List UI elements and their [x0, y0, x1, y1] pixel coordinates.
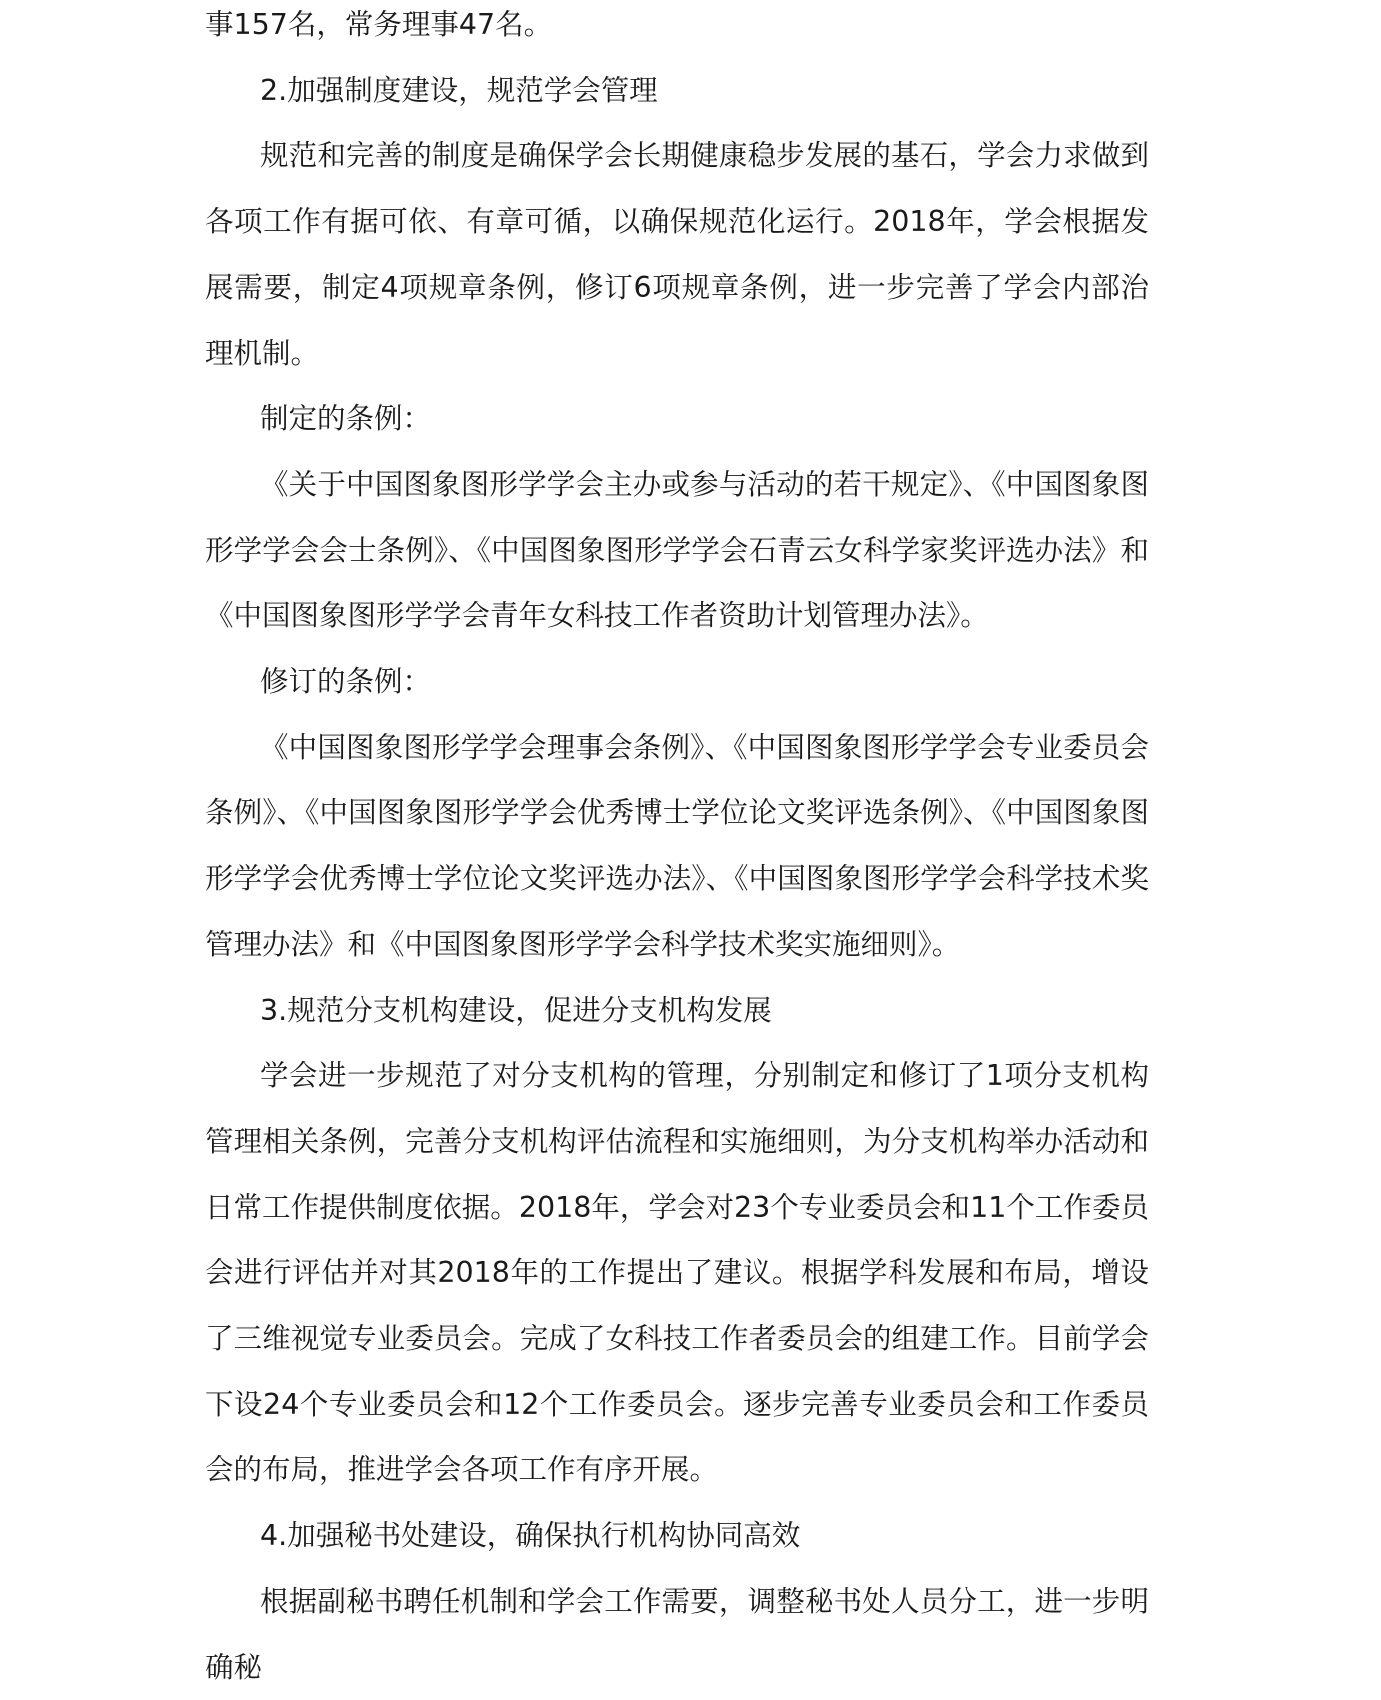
section-heading-4: 4.加强秘书处建设，确保执行机构协同高效: [260, 1519, 801, 1553]
paragraph-enacted-label: 制定的条例：: [260, 402, 432, 436]
paragraph-revised-label: 修订的条例：: [260, 665, 432, 699]
paragraph-enacted-list: 《关于中国图象图形学学会主办或参与活动的若干规定》、《中国图象图形学学会会士条例》、《中国图象图形学学会石青云女科学家奖评选办法》和《中国图象图形学学会青年女科技工作者资助计划管理办法》。: [205, 467, 1149, 633]
section-heading-3: 3.规范分支机构建设，促进分支机构发展: [260, 993, 772, 1027]
document-page: [205, 0, 1149, 1700]
paragraph-secretariat: 根据副秘书聘任机制和学会工作需要，调整秘书处人员分工，进一步明确秘: [205, 1584, 1149, 1684]
section-heading-2: 2.加强制度建设，规范学会管理: [260, 73, 658, 107]
paragraph-continuation: 事157名，常务理事47名。: [205, 8, 553, 41]
paragraph-regulations-intro: 规范和完善的制度是确保学会长期健康稳步发展的基石，学会力求做到各项工作有据可依、有章可循，以确保规范化运行。2018年，学会根据发展需要，制定4项规章条例，修订6项规章条例，进一步完善了学会内部治理机制。: [205, 139, 1149, 370]
paragraph-branch-management: 学会进一步规范了对分支机构的管理，分别制定和修订了1项分支机构管理相关条例，完善分支机构评估流程和实施细则，为分支机构举办活动和日常工作提供制度依据。2018年，学会对23个专业委员会和11个工作委员会进行评估并对其2018年的工作提出了建议。根据学科发展和布局，增设了三维视觉专业委员会。完成了女科技工作者委员会的组建工作。目前学会下设24个专业委员会和12个工作委员会。逐步完善专业委员会和工作委员会的布局，推进学会各项工作有序开展。: [205, 1059, 1149, 1487]
paragraph-revised-list: 《中国图象图形学学会理事会条例》、《中国图象图形学学会专业委员会条例》、《中国图象图形学学会优秀博士学位论文奖评选条例》、《中国图象图形学学会优秀博士学位论文奖评选办法》、《中国图象图形学学会科学技术奖管理办法》和《中国图象图形学学会科学技术奖实施细则》。: [205, 730, 1149, 961]
